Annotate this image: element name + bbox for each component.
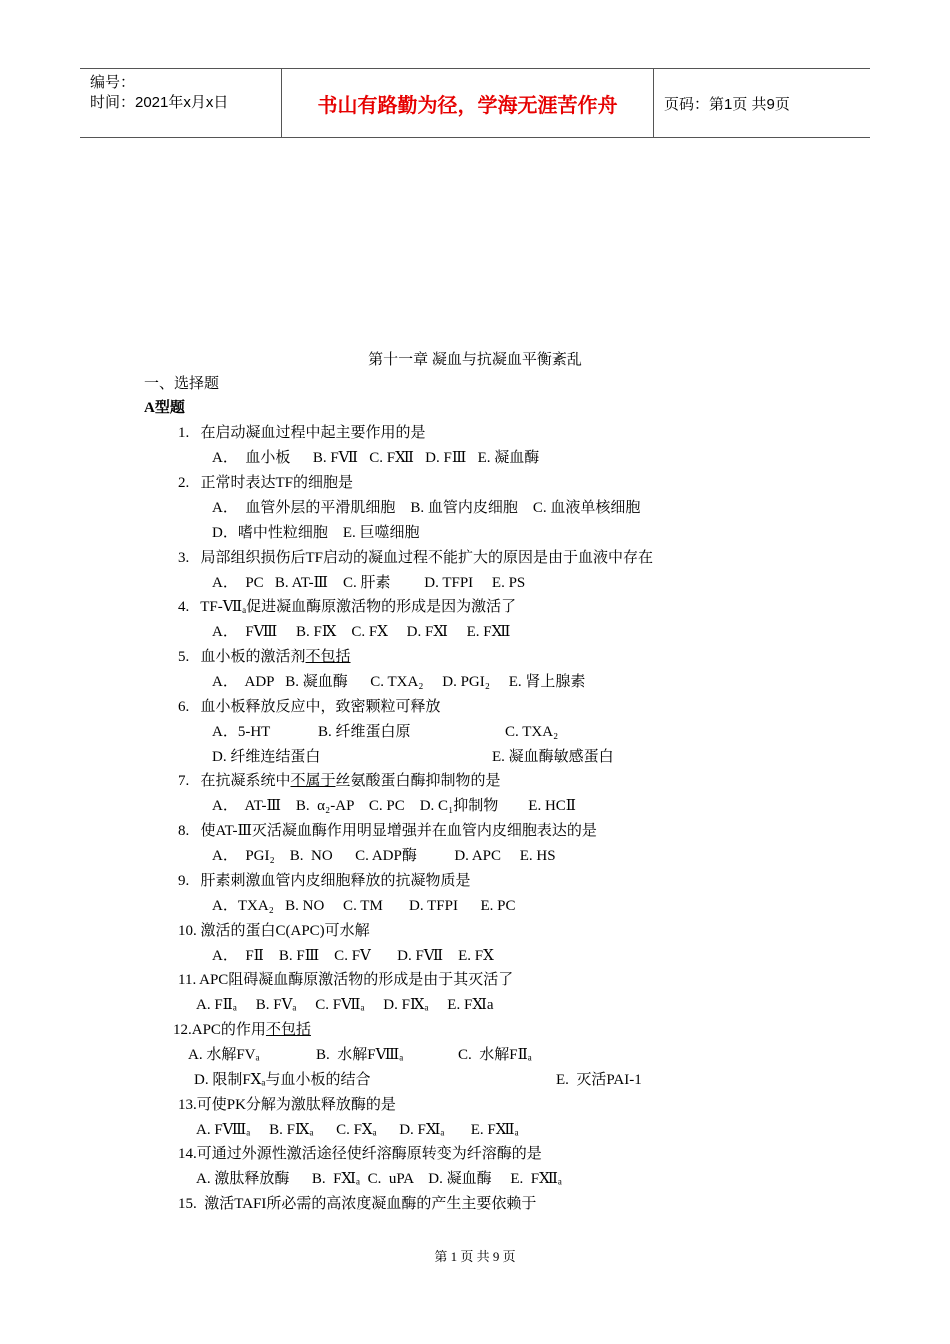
question-5-underlined: 不包括: [305, 649, 351, 665]
question-5-options: A． ADP B. 凝血酶 C. TXA₂ D. PGI₂ E. 肾上腺素: [212, 674, 586, 690]
question-2-options-b: D．嗜中性粒细胞 E. 巨噬细胞: [212, 525, 420, 541]
question-12-option-c: C. 水解FⅡₐ: [458, 1047, 532, 1063]
question-4-subscript: a: [242, 605, 247, 615]
question-8-options: A． PGI₂ B. NO C. ADP酶 D. APC E. HS: [212, 848, 556, 864]
question-9: 9. 肝素刺激血管内皮细胞释放的抗凝物质是: [178, 873, 471, 889]
question-7-underlined: 不属于: [290, 773, 336, 789]
code-label: 编号：: [90, 74, 136, 91]
question-7-options: A． AT-Ⅲ B. α₂-AP C. PC D. C₁抑制物 E. HCⅡ: [212, 798, 576, 814]
question-12-option-e: E. 灭活PAI-1: [556, 1072, 642, 1088]
question-7-prefix: 7. 在抗凝系统中: [178, 773, 291, 789]
question-2-options-a: A． 血管外层的平滑肌细胞 B. 血管内皮细胞 C. 血液单核细胞: [212, 500, 641, 516]
chapter-title: 第十一章 凝血与抗凝血平衡紊乱: [368, 352, 582, 368]
question-6-option-c: C. TXA₂: [505, 724, 559, 740]
question-4-prefix: 4. TF-Ⅶ: [178, 599, 243, 615]
question-6-option-a: A．5-HT: [212, 724, 271, 740]
question-6-option-e: E. 凝血酶敏感蛋白: [492, 749, 614, 765]
question-12-option-d: D. 限制FⅩₐ与血小板的结合: [194, 1072, 371, 1088]
question-11-options: A. FⅡₐ B. FⅤₐ C. FⅦₐ D. FⅨₐ E. FⅪa: [196, 997, 494, 1013]
question-12-prefix: 12.APC的作用: [173, 1022, 266, 1038]
header-motto: 书山有路勤为径，学海无涯苦作舟: [282, 69, 654, 137]
question-11: 11. APC阻碍凝血酶原激活物的形成是由于其灭活了: [178, 972, 514, 988]
question-10: 10. 激活的蛋白C(APC)可水解: [178, 923, 370, 939]
question-3: 3. 局部组织损伤后TF启动的凝血过程不能扩大的原因是由于血液中存在: [178, 550, 654, 566]
header-page-number: 页码：第1页 共9页: [664, 95, 790, 113]
question-1: 1. 在启动凝血过程中起主要作用的是: [178, 425, 426, 441]
question-14: 14.可通过外源性激活途径使纤溶酶原转变为纤溶酶的是: [178, 1146, 542, 1162]
question-12-underlined: 不包括: [265, 1022, 311, 1038]
question-12-option-b: B. 水解FⅧₐ: [316, 1047, 404, 1063]
question-10-options: A． FⅡ B. FⅢ C. FⅤ D. FⅦ E. FⅩ: [212, 948, 494, 964]
question-15: 15. 激活TAFI所必需的高浓度凝血酶的产生主要依赖于: [178, 1196, 537, 1212]
subsection-heading: A型题: [144, 400, 185, 416]
section-heading: 一、选择题: [144, 376, 220, 392]
question-12-option-a: A. 水解FVₐ: [188, 1047, 260, 1063]
question-7: [178, 771, 501, 791]
question-6-option-b: B. 纤维蛋白原: [318, 724, 411, 740]
question-4-options: A． FⅧ B. FⅨ C. FⅩ D. FⅪ E. FⅫ: [212, 624, 511, 640]
question-9-options: A．TXA₂ B. NO C. TM D. TFPI E. PC: [212, 898, 516, 914]
time-label: 时间：2021年x月x日: [90, 94, 229, 111]
question-13-options: A. FⅧₐ B. FⅨₐ C. FⅩₐ D. FⅪₐ E. FⅫₐ: [196, 1122, 519, 1138]
page-header: [80, 68, 870, 138]
question-13: 13.可使PK分解为激肽释放酶的是: [178, 1097, 396, 1113]
question-4-suffix: 促进凝血酶原激活物的形成是因为激活了: [246, 599, 517, 615]
question-6-option-d: D. 纤维连结蛋白: [212, 749, 321, 765]
question-3-options: A． PC B. AT-Ⅲ C. 肝素 D. TFPI E. PS: [212, 575, 526, 591]
question-6: 6. 血小板释放反应中，致密颗粒可释放: [178, 699, 441, 715]
question-8: 8. 使AT-Ⅲ灭活凝血酶作用明显增强并在血管内皮细胞表达的是: [178, 823, 597, 839]
question-1-options: A． 血小板 B. FⅦ C. FⅫ D. FⅢ E. 凝血酶: [212, 450, 540, 466]
page-footer: 第 1 页 共 9 页: [434, 1249, 516, 1264]
header-meta: [80, 69, 282, 137]
question-5-prefix: 5. 血小板的激活剂: [178, 649, 306, 665]
question-14-options: A. 激肽释放酶 B. FⅪₐ C. uPA D. 凝血酶 E. FⅫₐ: [196, 1171, 563, 1187]
question-7-suffix: 丝氨酸蛋白酶抑制物的是: [335, 773, 501, 789]
question-2: 2. 正常时表达TF的细胞是: [178, 475, 354, 491]
question-5: [178, 647, 351, 667]
question-4: [178, 597, 516, 620]
question-12: [173, 1020, 311, 1040]
